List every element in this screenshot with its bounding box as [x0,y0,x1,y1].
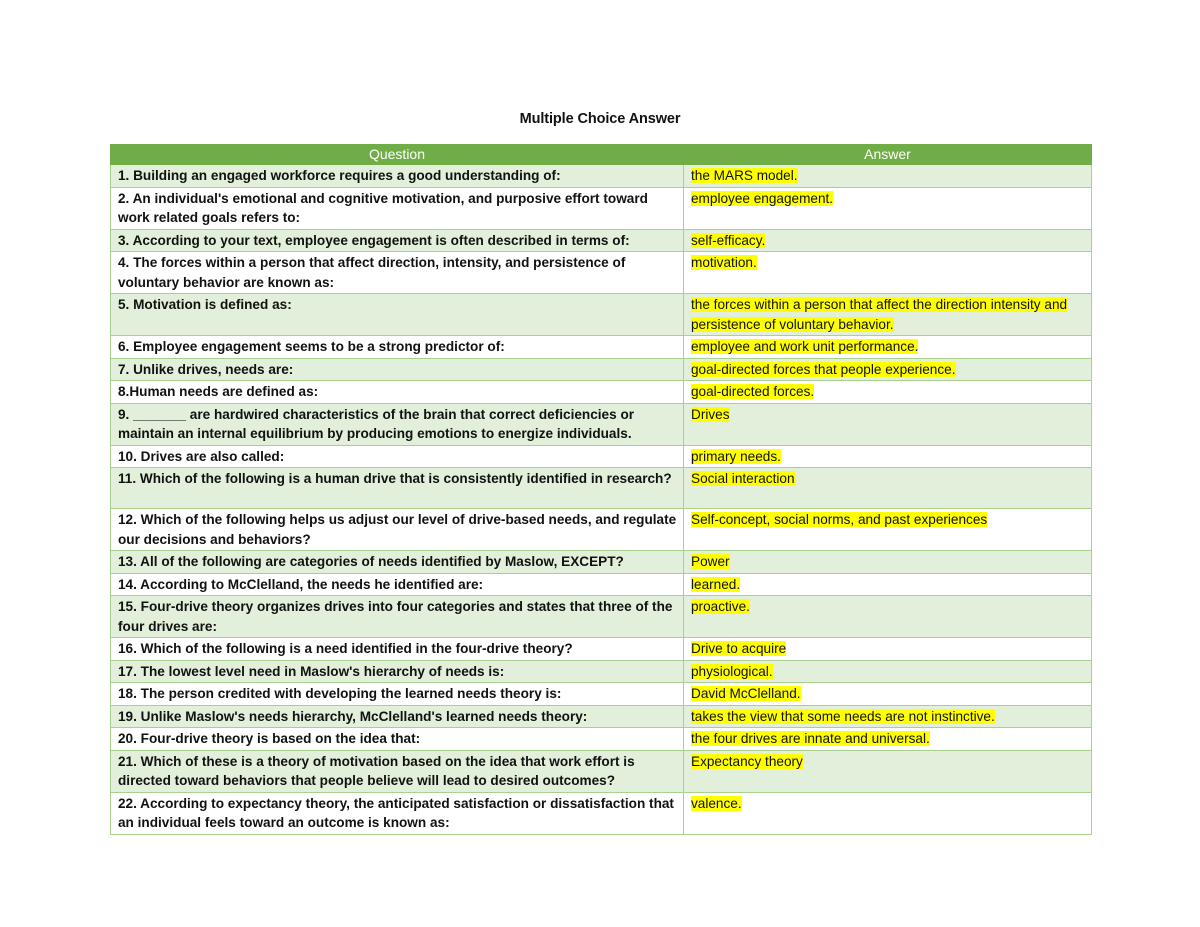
answer-text: the forces within a person that affect the direction intensity and persistence of voluntary behavior. [691,297,1068,332]
answer-cell [684,660,1092,683]
answer-text: learned. [691,576,741,592]
answer-text: self-efficacy. [691,232,766,248]
question-cell: 18. The person credited with developing the learned needs theory is: [111,683,684,706]
answer-cell [684,381,1092,404]
question-cell: 1. Building an engaged workforce requires a good understanding of: [111,165,684,188]
table-row [111,792,1092,834]
answer-cell [684,728,1092,751]
question-cell: 13. All of the following are categories of needs identified by Maslow, EXCEPT? [111,551,684,574]
answer-cell [684,596,1092,638]
table-row [111,381,1092,404]
table-row [111,252,1092,294]
question-cell: 6. Employee engagement seems to be a strong predictor of: [111,336,684,359]
question-cell: 19. Unlike Maslow's needs hierarchy, McClelland's learned needs theory: [111,705,684,728]
question-cell: 21. Which of these is a theory of motivation based on the idea that work effort is directed toward behaviors that people believe will lead to desired outcomes? [111,750,684,792]
question-cell: 4. The forces within a person that affect direction, intensity, and persistence of voluntary behavior are known as: [111,252,684,294]
answer-cell [684,252,1092,294]
table-row [111,638,1092,661]
table-row [111,596,1092,638]
question-cell: 12. Which of the following helps us adjust our level of drive-based needs, and regulate our decisions and behaviors? [111,509,684,551]
answer-text: goal-directed forces. [691,384,815,399]
table-row [111,165,1092,188]
question-cell: 7. Unlike drives, needs are: [111,358,684,381]
table-row [111,660,1092,683]
answer-text: Power [691,554,730,569]
question-cell: 11. Which of the following is a human drive that is consistently identified in research? [111,468,684,509]
answer-text: proactive. [691,599,750,614]
question-cell: 5. Motivation is defined as: [111,294,684,336]
answer-cell [684,403,1092,445]
table-row [111,573,1092,596]
answer-cell [684,551,1092,574]
table-row [111,445,1092,468]
answer-cell [684,638,1092,661]
question-cell: 14. According to McClelland, the needs he identified are: [111,573,684,596]
table-row [111,358,1092,381]
table-row [111,229,1092,252]
answer-text: Drives [691,406,730,422]
table-header-row [111,145,1092,165]
answer-text: goal-directed forces that people experience. [691,361,956,377]
question-cell: 22. According to expectancy theory, the anticipated satisfaction or dissatisfaction that an individual feels toward an outcome is known as: [111,792,684,834]
question-column-header: Question [111,145,684,165]
answer-cell [684,750,1092,792]
question-cell: 20. Four-drive theory is based on the idea that: [111,728,684,751]
answer-cell [684,187,1092,229]
table-row [111,187,1092,229]
table-row [111,551,1092,574]
table-row [111,728,1092,751]
answer-text: the MARS model. [691,168,798,183]
answer-text: physiological. [691,663,773,679]
question-cell: 17. The lowest level need in Maslow's hierarchy of needs is: [111,660,684,683]
answer-cell [684,705,1092,728]
table-row [111,750,1092,792]
question-cell: 3. According to your text, employee engagement is often described in terms of: [111,229,684,252]
answer-text: motivation. [691,255,757,270]
answer-text: valence. [691,795,742,811]
question-cell: 8.Human needs are defined as: [111,381,684,404]
answer-text: Drive to acquire [691,641,787,656]
answer-cell [684,468,1092,509]
answer-cell [684,573,1092,596]
answer-text: primary needs. [691,448,781,464]
page-title: Multiple Choice Answer [519,111,681,127]
answer-cell [684,336,1092,359]
answer-cell [684,165,1092,188]
answer-cell [684,509,1092,551]
answer-text: employee engagement. [691,190,834,206]
answer-text: David McClelland. [691,686,801,701]
table-row [111,509,1092,551]
answer-cell [684,358,1092,381]
question-cell: 9. _______ are hardwired characteristics of the brain that correct deficiencies or maintain an internal equilibrium by producing emotions to energize individuals. [111,403,684,445]
answer-text: Social interaction [691,471,795,486]
answer-cell [684,229,1092,252]
table-row [111,705,1092,728]
table-row [111,683,1092,706]
question-cell: 2. An individual's emotional and cognitive motivation, and purposive effort toward work related goals refers to: [111,187,684,229]
answer-text: the four drives are innate and universal. [691,731,930,746]
answer-text: Expectancy theory [691,753,803,769]
question-cell: 15. Four-drive theory organizes drives into four categories and states that three of the four drives are: [111,596,684,638]
answer-column-header: Answer [684,145,1092,165]
answer-cell [684,294,1092,336]
answer-text: Self-concept, social norms, and past experiences [691,512,988,527]
table-row [111,336,1092,359]
answer-cell [684,445,1092,468]
table-row [111,294,1092,336]
answer-cell [684,683,1092,706]
qa-table [110,144,1092,835]
answer-text: employee and work unit performance. [691,339,919,354]
table-row [111,403,1092,445]
question-cell: 10. Drives are also called: [111,445,684,468]
answer-text: takes the view that some needs are not instinctive. [691,708,995,724]
answer-cell [684,792,1092,834]
table-row [111,468,1092,509]
question-cell: 16. Which of the following is a need identified in the four-drive theory? [111,638,684,661]
